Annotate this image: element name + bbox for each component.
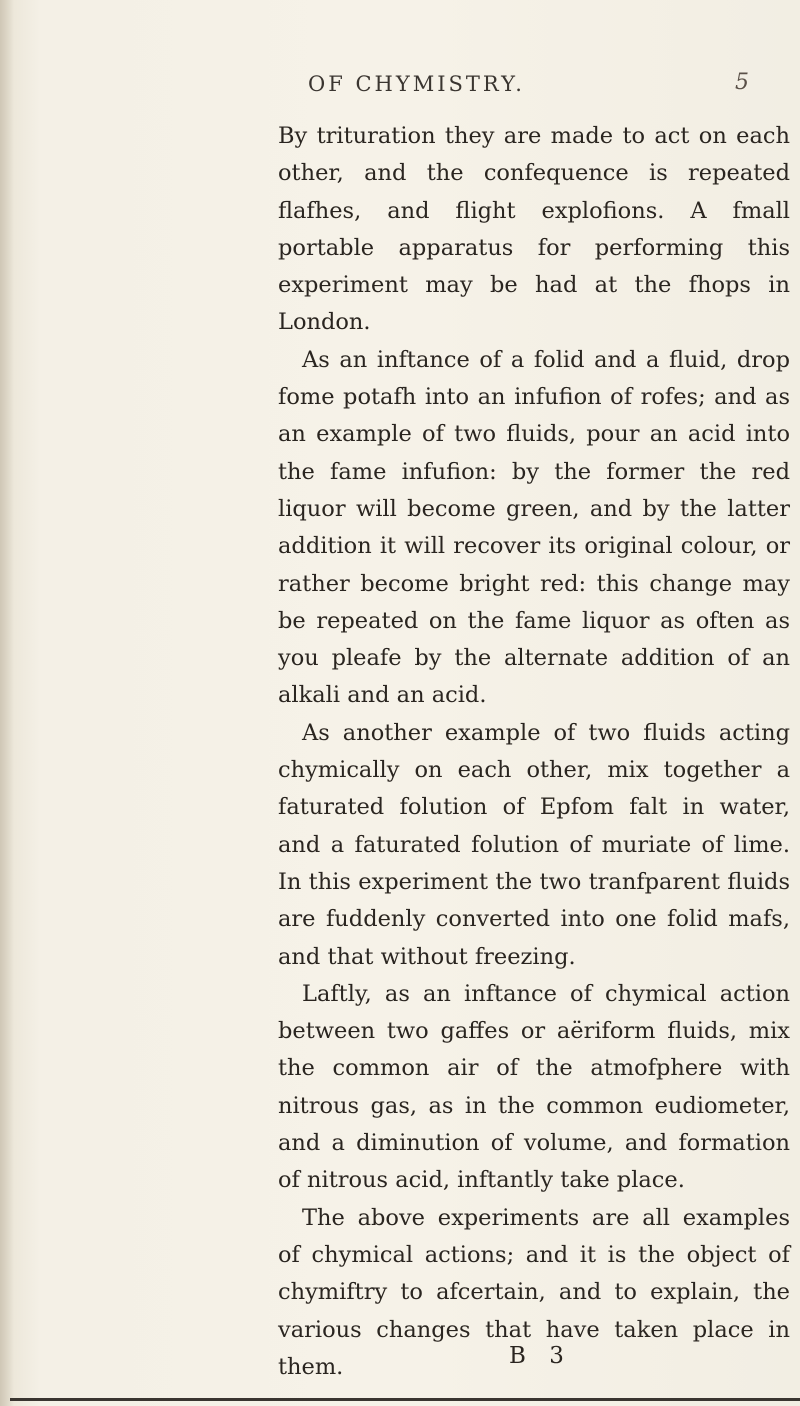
page-number: 5 bbox=[735, 70, 749, 95]
running-head bbox=[0, 72, 800, 112]
paragraph: As another example of two fluids acting chymically on each other, mix together a faturated folution of Epfom falt in water, and a faturated folution of muriate of lime. In this experiment the two tranfparent fluids are fuddenly converted into one folid mafs, and that without freezing. bbox=[278, 719, 790, 970]
body-text bbox=[278, 118, 790, 1386]
bottom-rule bbox=[10, 1398, 800, 1401]
paragraph: Laftly, as an inftance of chymical action between two gaffes or aëriform fluids, mix the common air of the atmofphere with nitrous gas, as in the common eudiometer, and a diminution of volume, and formation of nitrous acid, inftantly take place. bbox=[278, 980, 790, 1194]
page-gutter-shadow bbox=[0, 0, 14, 1406]
paragraph: The above experiments are all examples of chymical actions; and it is the object of chymiftry to afcertain, and to explain, the various changes that have taken place in them. bbox=[278, 1204, 790, 1380]
running-title: OF CHYMISTRY. bbox=[308, 72, 525, 96]
paragraph: As an inftance of a folid and a fluid, drop fome potafh into an infufion of rofes; and as an example of two fluids, pour an acid into the fame infufion: by the former the red liquor will become green, and by the latter addition it will recover its original colour, or rather become bright red: this change may be repeated on the fame liquor as often as you pleafe by the alternate addition of an alkali and an acid. bbox=[278, 346, 790, 709]
paragraph: By trituration they are made to act on each other, and the confequence is repeated flafhes, and flight explofions. A fmall portable apparatus for performing this experiment may be had at the fhops in London. bbox=[278, 123, 790, 336]
signature-mark: B 3 bbox=[509, 1343, 572, 1369]
